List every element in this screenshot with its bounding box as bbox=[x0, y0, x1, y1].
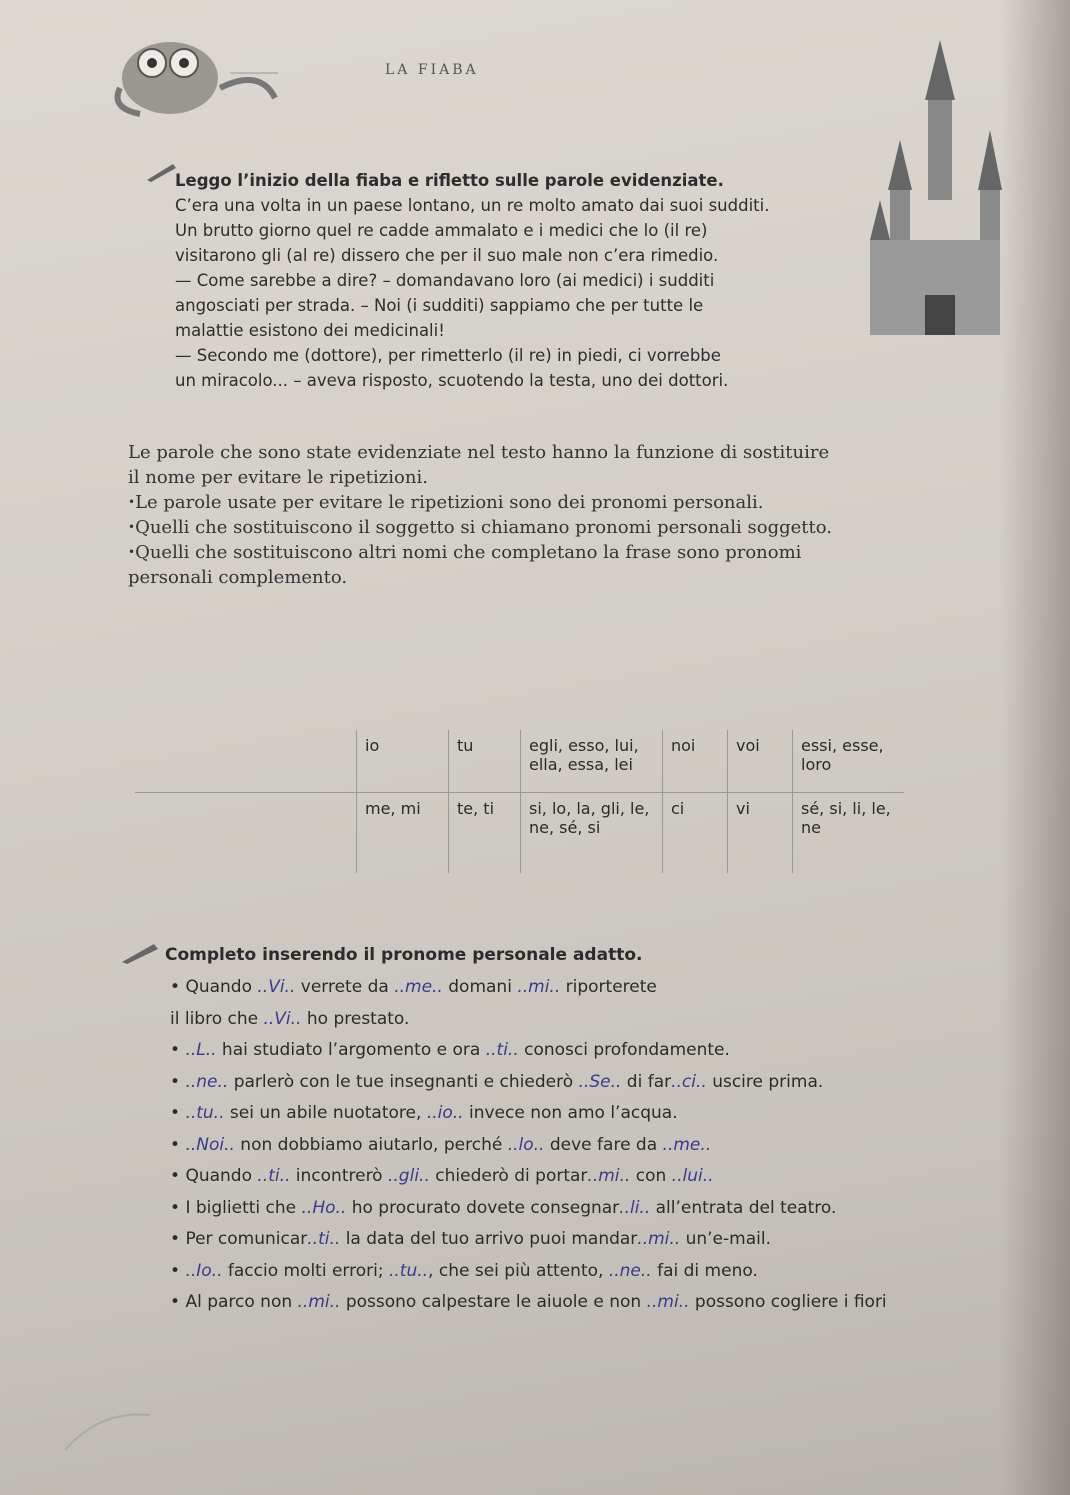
answer-blank[interactable]: ..me.. bbox=[662, 1134, 712, 1155]
bullet: • bbox=[170, 1229, 186, 1249]
exercise-text: con bbox=[630, 1166, 672, 1186]
pencil-icon bbox=[145, 160, 177, 186]
answer-blank[interactable]: ..ne.. bbox=[608, 1260, 652, 1281]
exercise-line bbox=[170, 1130, 1040, 1162]
exercise-text: possono cogliere i fiori bbox=[689, 1292, 887, 1312]
exercise-text: faccio molti errori; bbox=[222, 1260, 389, 1281]
answer-blank[interactable]: ..Io.. bbox=[185, 1260, 223, 1281]
answer-blank[interactable]: ..me.. bbox=[394, 977, 443, 997]
table-cell: tu bbox=[449, 730, 521, 793]
pronoun-table bbox=[135, 730, 904, 873]
exercise-text: chiederò di portar bbox=[429, 1166, 588, 1186]
intro-line: malattie esistono dei medicinali! bbox=[175, 321, 445, 340]
answer-blank[interactable]: ..Ho.. bbox=[301, 1197, 347, 1218]
answer-blank[interactable]: ..Noi.. bbox=[185, 1134, 235, 1155]
exercise-text: Per comunicar bbox=[185, 1229, 308, 1249]
intro-line: visitarono gli (al re) dissero che per il suo male non c’era rimedio. bbox=[175, 246, 719, 265]
bullet: • bbox=[170, 1134, 186, 1155]
bullet: • bbox=[170, 1103, 186, 1123]
table-cell: io bbox=[357, 730, 449, 793]
theory-paragraph: Le parole che sono state evidenziate nel testo hanno la funzione di sostituire bbox=[128, 442, 830, 463]
theory-box bbox=[128, 440, 918, 590]
answer-blank[interactable]: ..ci.. bbox=[671, 1071, 707, 1092]
answer-blank[interactable]: ..li.. bbox=[619, 1197, 651, 1218]
answer-blank[interactable]: ..Se.. bbox=[578, 1071, 622, 1092]
answer-blank[interactable]: ..tu.. bbox=[185, 1103, 225, 1123]
table-cell: sé, si, li, le, ne bbox=[793, 793, 905, 874]
table-cell: me, mi bbox=[357, 793, 449, 874]
answer-blank[interactable]: ..Vi.. bbox=[257, 977, 296, 997]
bullet: • bbox=[170, 1197, 186, 1218]
answer-blank[interactable]: ..ne.. bbox=[185, 1071, 229, 1092]
table-cell: egli, esso, lui, ella, essa, lei bbox=[521, 730, 663, 793]
exercise-line bbox=[170, 1098, 1040, 1130]
bullet: • bbox=[170, 977, 186, 997]
exercise-lines bbox=[170, 972, 1040, 1319]
exercise-text: conosci profondamente. bbox=[518, 1040, 730, 1060]
answer-blank[interactable]: ..mi.. bbox=[517, 977, 561, 997]
intro-line: — Secondo me (dottore), per rimetterlo (il re) in piedi, ci vorrebbe bbox=[175, 346, 721, 365]
page-footer-doodle bbox=[60, 1405, 460, 1459]
bullet: • bbox=[170, 1166, 186, 1186]
intro-line: angosciati per strada. – Noi (i sudditi) sappiamo che per tutte le bbox=[175, 296, 704, 315]
table-cell: te, ti bbox=[449, 793, 521, 874]
exercise-text: Al parco non bbox=[185, 1292, 298, 1312]
exercise-text: domani bbox=[442, 977, 518, 997]
theory-paragraph: il nome per evitare le ripetizioni. bbox=[128, 467, 428, 488]
table-cell: ci bbox=[663, 793, 728, 874]
castle-illustration bbox=[860, 40, 1010, 344]
theory-bullet: • Quelli che sostituiscono altri nomi che completano la frase sono pronomi bbox=[128, 540, 918, 565]
exercise-line bbox=[170, 1224, 1040, 1256]
exercise-text: parlerò con le tue insegnanti e chiederò bbox=[228, 1071, 579, 1092]
bullet: • bbox=[170, 1260, 186, 1281]
exercise-text: non dobbiamo aiutarlo, perché bbox=[234, 1134, 508, 1155]
answer-blank[interactable]: ..mi.. bbox=[646, 1292, 690, 1312]
exercise-line bbox=[170, 1193, 1040, 1225]
exercise-text: invece non amo l’acqua. bbox=[463, 1103, 678, 1123]
answer-blank[interactable]: ..lo.. bbox=[507, 1134, 545, 1155]
exercise-text: fai di meno. bbox=[651, 1260, 758, 1281]
table-row-complement bbox=[135, 793, 904, 874]
exercise-text: hai studiato l’argomento e ora bbox=[216, 1040, 486, 1060]
answer-blank[interactable]: ..gli.. bbox=[388, 1166, 430, 1186]
theory-bullet: • Quelli che sostituiscono il soggetto si chiamano pronomi personali soggetto. bbox=[128, 515, 918, 540]
exercise-text: I biglietti che bbox=[185, 1197, 302, 1218]
exercise-line bbox=[170, 1287, 1040, 1319]
exercise-line bbox=[170, 1035, 1040, 1067]
pencil-icon bbox=[120, 940, 160, 968]
exercise-text: verrete da bbox=[295, 977, 395, 997]
table-row-subject bbox=[135, 730, 904, 793]
exercise-title: Completo inserendo il pronome personale adatto. bbox=[165, 945, 643, 965]
exercise-text: , che sei più attento, bbox=[428, 1260, 609, 1281]
intro-line: un miracolo... – aveva risposto, scuotendo la testa, uno dei dottori. bbox=[175, 371, 729, 390]
answer-blank[interactable]: ..mi.. bbox=[297, 1292, 341, 1312]
intro-line: Un brutto giorno quel re cadde ammalato e i medici che lo (il re) bbox=[175, 221, 708, 240]
exercise-text: il libro che bbox=[170, 1008, 264, 1029]
intro-line: C’era una volta in un paese lontano, un re molto amato dai suoi sudditi. bbox=[175, 196, 770, 215]
exercise-line bbox=[170, 1161, 1040, 1193]
exercise-text: riporterete bbox=[560, 977, 657, 997]
answer-blank[interactable]: ..L.. bbox=[185, 1040, 217, 1060]
bullet: • bbox=[170, 1071, 186, 1092]
intro-heading: Leggo l’inizio della fiaba e rifletto sulle parole evidenziate. bbox=[175, 171, 724, 190]
intro-text bbox=[175, 168, 875, 393]
answer-blank[interactable]: ..mi.. bbox=[637, 1229, 681, 1249]
exercise-text: Quando bbox=[185, 1166, 258, 1186]
table-cell: noi bbox=[663, 730, 728, 793]
exercise-line bbox=[170, 1256, 1040, 1288]
answer-blank[interactable]: ..tu.. bbox=[388, 1260, 429, 1281]
exercise-text: un’e-mail. bbox=[680, 1229, 771, 1249]
answer-blank[interactable]: ..Vi.. bbox=[263, 1008, 302, 1029]
exercise-text: deve fare da bbox=[544, 1134, 663, 1155]
table-cell: essi, esse, loro bbox=[793, 730, 905, 793]
theory-bullet-cont: personali complemento. bbox=[128, 567, 348, 588]
answer-blank[interactable]: ..ti.. bbox=[307, 1229, 341, 1249]
exercise-text: all’entrata del teatro. bbox=[650, 1197, 837, 1218]
answer-blank[interactable]: ..ti.. bbox=[485, 1040, 519, 1060]
exercise-text: incontrerò bbox=[290, 1166, 388, 1186]
exercise-text: sei un abile nuotatore, bbox=[224, 1103, 427, 1123]
bullet: • bbox=[170, 1040, 186, 1060]
answer-blank[interactable]: ..mi.. bbox=[587, 1166, 631, 1186]
bullet: • bbox=[170, 1292, 186, 1312]
table-cell: voi bbox=[728, 730, 793, 793]
answer-blank[interactable]: ..ti.. bbox=[257, 1166, 291, 1186]
exercise-text: ho prestato. bbox=[301, 1008, 410, 1029]
exercise-text: Quando bbox=[185, 977, 258, 997]
exercise-line bbox=[170, 972, 1040, 1004]
row-header bbox=[135, 793, 357, 874]
intro-line: — Come sarebbe a dire? – domandavano loro (ai medici) i sudditi bbox=[175, 271, 715, 290]
answer-blank[interactable]: ..io.. bbox=[426, 1103, 464, 1123]
table-cell: vi bbox=[728, 793, 793, 874]
answer-blank[interactable]: ..lui.. bbox=[671, 1166, 714, 1186]
exercise-text: ho procurato dovete consegnar bbox=[346, 1197, 620, 1218]
exercise-text: la data del tuo arrivo puoi mandar bbox=[340, 1229, 638, 1249]
table-cell: si, lo, la, gli, le, ne, sé, si bbox=[521, 793, 663, 874]
exercise-line bbox=[170, 1004, 1040, 1036]
owl-illustration bbox=[110, 28, 280, 122]
page-header-title: LA FIABA bbox=[385, 62, 479, 78]
theory-bullet: • Le parole usate per evitare le ripetizioni sono dei pronomi personali. bbox=[128, 490, 918, 515]
exercise-text: possono calpestare le aiuole e non bbox=[340, 1292, 647, 1312]
exercise-text: di far bbox=[621, 1071, 672, 1092]
exercise-text: uscire prima. bbox=[706, 1071, 824, 1092]
row-header bbox=[135, 730, 357, 793]
exercise-line bbox=[170, 1067, 1040, 1099]
